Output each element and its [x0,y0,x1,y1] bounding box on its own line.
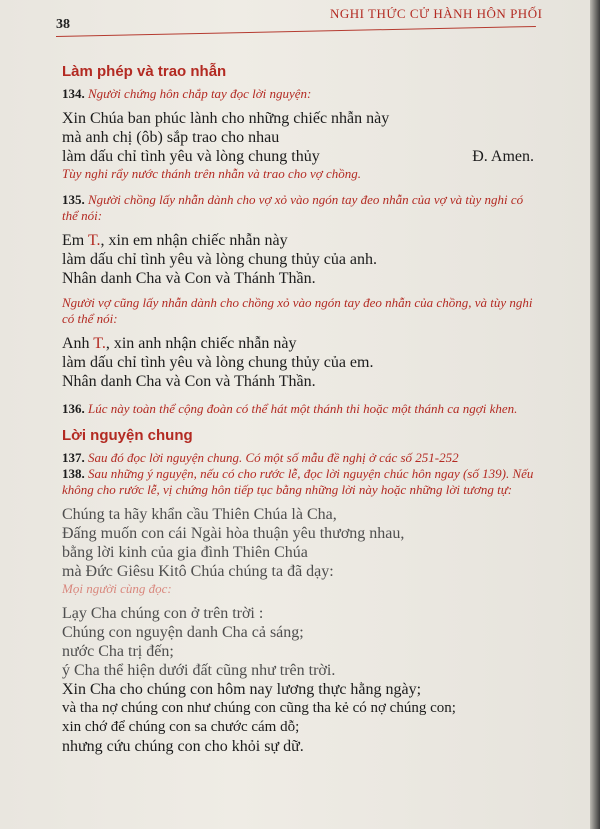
blessing-line-1: Xin Chúa ban phúc lành cho những chiếc nhẫn này [62,110,390,127]
rubric-134 [62,86,534,102]
ring-heading: Làm phép và trao nhẫn [62,63,227,80]
page-content [62,63,534,756]
rubric-138 [62,466,534,498]
invitation-line-2: Đấng muốn con cái Ngài hòa thuận yêu thương nhau, [62,525,405,542]
husband-line-2: làm dấu chỉ tình yêu và lòng chung thủy của anh. [62,251,378,268]
husband-line-1: Em T., xin em nhận chiếc nhẫn này [62,232,288,249]
our-father-line-3: nước Cha trị đến; [62,643,174,660]
rubric-136-text: Lúc này toàn thể cộng đoàn có thể hát một thánh thi hoặc một thánh ca ngợi khen. [88,401,518,416]
running-title: NGHI THỨC CỬ HÀNH HÔN PHỐI [330,6,543,21]
invitation-line-3: bằng lời kinh của gia đình Thiên Chúa [62,544,308,561]
rubric-135-wife: Người vợ cũng lấy nhẫn dành cho chồng xỏ vào ngón tay đeo nhẫn của chồng, và tùy nghi có thể nói: [62,295,533,326]
rubric-138-text: Sau những ý nguyện, nếu có cho rước lễ, đọc lời nguyện chúc hôn ngay (số 139). Nếu không cho rước lễ, vị chứng hôn tiếp tục bằng những lời này hoặc những lời tương tự: [62,466,534,497]
rubric-134-after: Tùy nghi rẩy nước thánh trên nhẫn và trao cho vợ chồng. [62,166,361,181]
name-placeholder: T. [93,335,106,352]
our-father-line-1: Lạy Cha chúng con ở trên trời : [62,605,264,622]
wife-line-1: Anh T., xin anh nhận chiếc nhẫn này [62,335,297,352]
name-placeholder: T. [87,232,101,249]
blessing-line-2: mà anh chị (ôb) sắp trao cho nhau [62,129,280,146]
rubric-135-text: Người chồng lấy nhẫn dành cho vợ xỏ vào ngón tay đeo nhẫn của vợ và tùy nghi có thể nói: [62,192,524,223]
our-father-line-4: ý Cha thể hiện dưới đất cũng như trên trời. [62,662,336,679]
invitation-line-1: Chúng ta hãy khẩn cầu Thiên Chúa là Cha, [62,506,337,523]
rubric-134-text: Người chứng hôn chắp tay đọc lời nguyện: [88,86,312,101]
our-father-line-8: nhưng cứu chúng con cho khỏi sự dữ. [62,738,304,755]
item-number-137: 137. [62,450,85,465]
item-number-136: 136. [62,401,85,416]
husband-line-3: Nhân danh Cha và Con và Thánh Thần. [62,270,316,287]
blessing-line-3: làm dấu chỉ tình yêu và lòng chung thủy [62,148,320,165]
our-father-line-5: Xin Cha cho chúng con hôm nay lương thực hằng ngày; [62,681,422,698]
rubric-135 [62,192,534,224]
amen-response: Đ. Amen. [472,148,534,165]
our-father-line-7: xin chớ để chúng con sa chước cám dỗ; [62,719,300,735]
rubric-136 [62,401,534,417]
our-father-line-2: Chúng con nguyện danh Cha cả sáng; [62,624,304,641]
wife-line-2: làm dấu chỉ tình yêu và lòng chung thủy của em. [62,354,374,371]
rubric-137 [62,450,534,466]
page-number: 38 [56,17,70,32]
rubric-137-text: Sau đó đọc lời nguyện chung. Có một số mẫu đề nghị ở các số 251-252 [88,450,459,465]
item-number-138: 138. [62,466,85,481]
wife-line-3: Nhân danh Cha và Con và Thánh Thần. [62,373,316,390]
our-father-line-6: và tha nợ chúng con như chúng con cũng tha kẻ có nợ chúng con; [62,700,456,716]
page-edge-shadow [590,0,600,829]
invitation-line-4: mà Đức Giêsu Kitô Chúa chúng ta đã dạy: [62,563,334,580]
prayer-heading: Lời nguyện chung [62,427,193,444]
item-number-134: 134. [62,86,85,101]
all-pray-rubric: Mọi người cùng đọc: [62,581,172,596]
item-number-135: 135. [62,192,85,207]
header-rule [56,26,536,37]
blessing-line-3-row [62,147,534,166]
